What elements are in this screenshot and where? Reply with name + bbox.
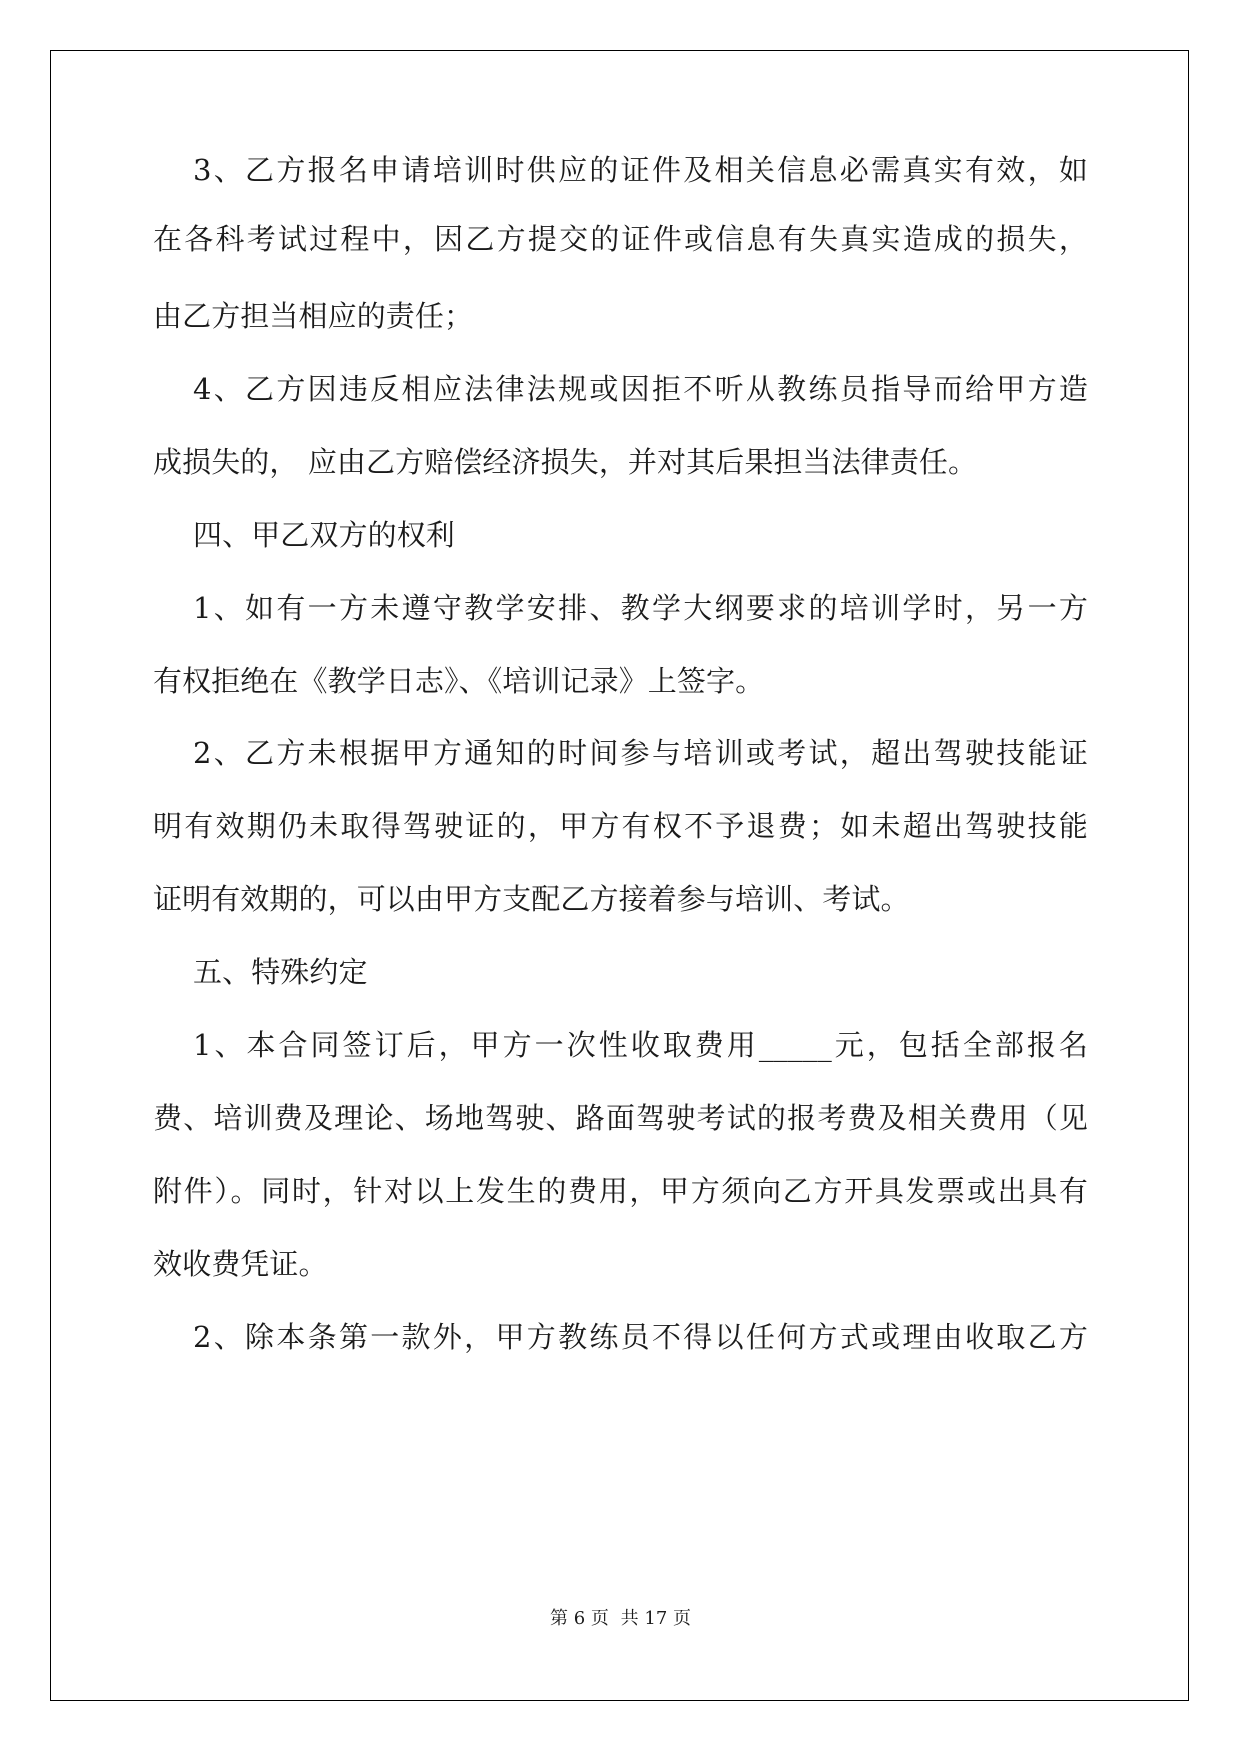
- paragraph-line: 明有效期仍未取得驾驶证的，甲方有权不予退费；如未超出驾驶技能: [153, 809, 1088, 843]
- paragraph-line: 有权拒绝在《教学日志》、《培训记录》上签字。: [153, 664, 765, 698]
- paragraph-line: 证明有效期的，可以由甲方支配乙方接着参与培训、考试。: [153, 882, 910, 916]
- section-heading: 五、特殊约定: [193, 955, 368, 989]
- paragraph-line: 1、如有一方未遵守教学安排、教学大纲要求的培训学时，另一方: [193, 591, 1088, 625]
- paragraph-line: 成损失的， 应由乙方赔偿经济损失，并对其后果担当法律责任。: [153, 445, 978, 479]
- paragraph-line: 费、培训费及理论、场地驾驶、路面驾驶考试的报考费及相关费用（见: [153, 1101, 1088, 1135]
- paragraph-line: 由乙方担当相应的责任；: [153, 299, 474, 333]
- paragraph-line: 2、乙方未根据甲方通知的时间参与培训或考试，超出驾驶技能证: [193, 736, 1088, 770]
- paragraph-line: 1、本合同签订后，甲方一次性收取费用_____元，包括全部报名: [193, 1028, 1088, 1062]
- paragraph-line: 2、除本条第一款外，甲方教练员不得以任何方式或理由收取乙方: [193, 1320, 1088, 1354]
- page-total: 共 17 页: [620, 1608, 691, 1629]
- paragraph-line: 4、乙方因违反相应法律法规或因拒不听从教练员指导而给甲方造: [193, 372, 1088, 406]
- paragraph-line: 效收费凭证。: [153, 1247, 328, 1281]
- paragraph-line: 附件）。同时，针对以上发生的费用，甲方须向乙方开具发票或出具有: [153, 1174, 1088, 1208]
- page-footer: [0, 1604, 1241, 1630]
- page-number: 第 6 页: [550, 1608, 609, 1629]
- paragraph-line: 在各科考试过程中，因乙方提交的证件或信息有失真实造成的损失，: [153, 222, 1088, 256]
- paragraph-line: 3、乙方报名申请培训时供应的证件及相关信息必需真实有效，如: [193, 153, 1088, 187]
- section-heading: 四、甲乙双方的权利: [193, 518, 455, 552]
